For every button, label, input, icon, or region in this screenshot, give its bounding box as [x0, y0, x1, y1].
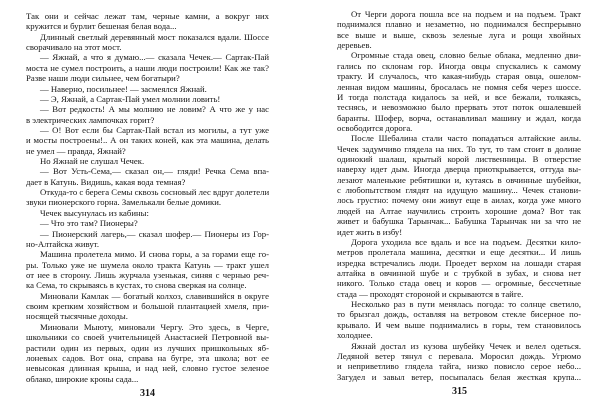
text-line: растили один из первых, один из лучших пришкольных яб- — [26, 342, 269, 353]
text-line: Чечек высунулась из кабины: — [40, 207, 149, 218]
text-line: крывало. И чем выше поднимались в горы, тем становилось — [337, 319, 581, 330]
text-line: Длинный светлый деревянный мост показался вдали. Шоссе — [40, 31, 269, 42]
text-line: Яжнай достал из кузова шубейку Чечек и велел одеться. — [351, 340, 581, 351]
text-line: Миновали Камлак — богатый колхоз, славившийся в округе — [40, 290, 269, 301]
text-line: поднимался плавно и незаметно, но поднимался беспрерывно — [337, 19, 581, 30]
text-line: стада — проходят стороной и скрываются в тайге. — [337, 288, 524, 299]
text-line: От Черги дорога пошла все на подъем и на подъем. Тракт — [351, 9, 581, 19]
text-line: изредка встречались люди. Проедет верхом на лошади старая — [337, 257, 581, 268]
text-line: звуки пионерского горна. Замелькали белые домики. — [26, 197, 222, 208]
text-line: лоневых садов. Вот она, справа на бугре, эта школа; вот ее — [26, 352, 269, 363]
text-line: — Вот Усть-Сема,— сказал он,— гляди! Речка Сема впа- — [40, 166, 269, 177]
text-line: — Что это там? Пионеры? — [40, 218, 138, 229]
text-line: своим крепким хозяйством и большой плантацией хмеля, при- — [26, 301, 269, 312]
text-line: идет жить в избу! — [337, 226, 403, 237]
text-line: и неприветливо глядела тайга, низко повисло серое небо... — [337, 361, 581, 372]
text-line: то брызгал дождь, оставляя на ветровом стекле бисерное по- — [337, 309, 581, 320]
text-line: Откуда-то с берега Семы сквозь сосновый лес вдруг долетели — [40, 187, 270, 198]
text-line: ка Сема, то скрываясь в кустах, то снова сверкая на солнце. — [26, 280, 247, 291]
text-line: в электрических лампочках горит? — [26, 114, 155, 125]
text-line: никого. Только стада овец и коров — огромные, бессчетные — [337, 278, 581, 289]
text-line: наверху идет дым. Иногда дверца приоткрывается, оттуда вы- — [337, 164, 581, 175]
text-line: Разве наши люди сильнее, чем богатыри? — [26, 73, 180, 84]
text-line: невысокая длинная крыша, и над ней, словно густое зеленое — [26, 363, 269, 374]
text-line: Так они и сейчас лежат там, черные камни, а вокруг них — [26, 11, 269, 21]
text-line: ленная видом машины, бросалась не помня себя через шоссе. — [337, 81, 581, 92]
text-line: не умел — правда, Яжнай? — [26, 145, 126, 156]
text-line: лезают маленькие ребятишки и, кутаясь в овчинные шубейки, — [337, 174, 581, 185]
text-line: облако, широкие кроны сада... — [26, 373, 139, 384]
text-line: дает в Катунь. Видишь, какая вода темная? — [26, 176, 186, 187]
text-line: теснясь, и невозможно было прервать этот поток ошалевшей — [337, 102, 581, 113]
page-number: 315 — [452, 386, 467, 397]
text-line: кружится и бурлит бешеная белая вода... — [26, 21, 177, 32]
text-line: все выше и выше, сквозь зеленые луга и рощи хвойных — [337, 29, 581, 40]
right-page — [300, 0, 600, 414]
text-line: Загудел и завыл ветер, посыпалась белая жесткая крупа... — [337, 371, 581, 382]
page-number: 314 — [140, 388, 155, 399]
text-line: ры. Только уже не шумела около тракта Катунь — тракт ушел — [26, 259, 269, 270]
text-line: Огромные стада овец, словно белые облака, медленно дви- — [351, 50, 581, 61]
text-line: Ледяной ветер тянул с перевала. Моросил дождь. Угрюмо — [337, 350, 581, 361]
text-line: освободится дорога. — [337, 122, 413, 133]
text-line: баранты. Шофер, ворча, останавливал машину и ждал, когда — [337, 112, 581, 123]
text-line: Машина пролетела мимо. И снова горы, а за горами еще го- — [40, 249, 269, 260]
text-line: — Яжнай, а что я думаю...— сказала Чечек.— Сартак-Пай — [40, 52, 269, 63]
text-line: Миновали Мыюту, миновали Чергу. Это здесь, в Черге, — [40, 321, 269, 332]
text-line: людей на Алтае научились строить хорошие дома? Вот так — [337, 205, 581, 216]
text-line: школьники со своей учительницей Анастасией Петровной вы- — [26, 332, 269, 343]
text-line: гались по склонам гор. Иногда овцы спускались к самому — [337, 60, 581, 71]
text-line: — Вот редкость! А мы молнию не ловим? А что же у нас — [40, 104, 269, 115]
text-line: И тогда полстада кидалось за ней, и все бежали, толкаясь, — [337, 91, 581, 102]
text-line: холоднее. — [337, 330, 373, 341]
text-line: носящей тысячные доходы. — [26, 311, 128, 322]
text-line: — Пионерский лагерь,— сказал шофер.— Пионеры из Гор- — [40, 228, 269, 239]
text-line: метров пролетала машина, десятки и еще десятки... И лишь — [337, 247, 581, 258]
text-line: одинокий шалаш, крытый корой лиственницы. В отверстие — [337, 154, 581, 165]
text-line: тракту. И случалось, что какая-нибудь старая овца, ошелом- — [337, 71, 581, 82]
text-line: живет и бабушка Тарынчак... Бабушка Тарынчак ни за что не — [337, 216, 581, 227]
text-line: деревьев. — [337, 40, 372, 51]
text-line: — Наверно, посильнее! — засмеялся Яжнай. — [40, 83, 207, 94]
page-text — [337, 9, 581, 382]
text-line: сворачивало на этот мост. — [26, 42, 122, 53]
page-text — [26, 11, 269, 384]
text-line: После Шебалина стали часто попадаться алтайские аилы. — [351, 133, 581, 144]
text-line: — Э, Яжнай, а Сартак-Пай умел молнии ловить! — [40, 93, 221, 104]
text-line: лось грустно: почему они живут еще в аилах, когда уже много — [337, 195, 581, 206]
text-line: но-Алтайска живут. — [26, 238, 99, 249]
text-line: и мосты построены!.. А он таких коней, как эта машина, делать — [26, 135, 269, 146]
text-line: с любопытством глядят на идущую машину... Чечек станови- — [337, 185, 581, 196]
text-line: Но Яжнай не слушал Чечек. — [40, 156, 145, 167]
text-line: Несколько раз в пути менялась погода: то солнце светило, — [351, 299, 581, 310]
text-line: алтайка в овчинной шубе и с трубкой в зубах, и снова нет — [337, 267, 581, 278]
text-line: Дорога уходила все вдаль и все на подъем. Десятки кило- — [351, 236, 581, 247]
text-line: — О! Вот если бы Сартак-Пай встал из могилы, а тут уже — [40, 124, 269, 135]
text-line: моста не сумел построить, а наши люди построили! Как же так? — [26, 62, 269, 73]
text-line: от нее в сторону. Лишь журчала узенькая, синяя с чернью реч- — [26, 269, 269, 280]
text-line: Чечек задумчиво глядела на них. То тут, то там стоит в долине — [337, 143, 581, 154]
